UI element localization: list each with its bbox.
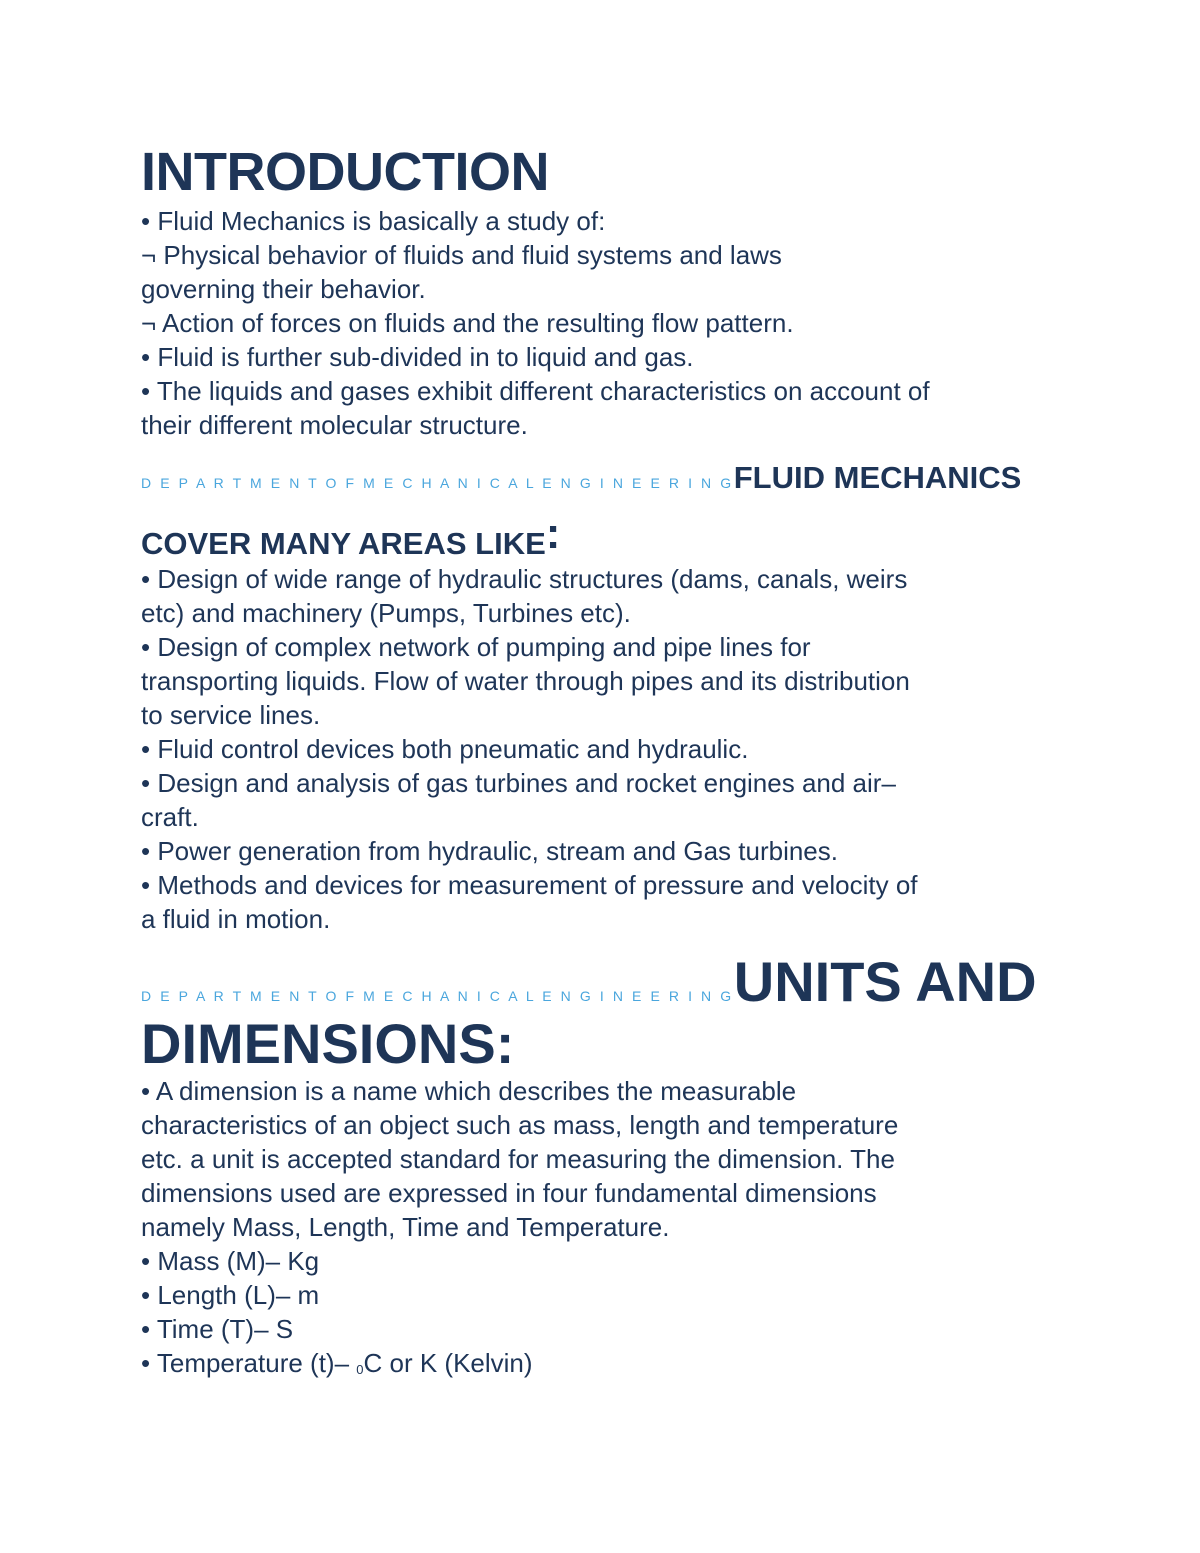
units-heading-row-2: [141, 1014, 1061, 1074]
introduction-body: [141, 204, 1061, 442]
areas-heading-part2: COVER MANY AREAS LIKE: [141, 526, 546, 561]
text-line: ¬ Physical behavior of fluids and fluid systems and laws: [141, 240, 782, 270]
areas-heading-part1: FLUID MECHANICS: [733, 460, 1022, 495]
text-line: • Design of complex network of pumping and pipe lines for: [141, 632, 811, 662]
areas-heading-colon: :: [545, 509, 561, 558]
text-line: • Power generation from hydraulic, stream and Gas turbines.: [141, 836, 838, 866]
temperature-suffix: C or K (Kelvin): [363, 1348, 533, 1378]
text-line: etc. a unit is accepted standard for measuring the dimension. The: [141, 1144, 895, 1174]
text-line: a fluid in motion.: [141, 904, 331, 934]
department-label: D E P A R T M E N T O F M E C H A N I C A L E N G I N E E R I N G: [141, 988, 734, 1004]
units-heading-row: [141, 950, 1061, 1014]
areas-heading-row: [141, 458, 1061, 498]
text-line: craft.: [141, 802, 199, 832]
text-line: • Length (L)– m: [141, 1280, 320, 1310]
text-line: their different molecular structure.: [141, 410, 528, 440]
text-line: • Fluid Mechanics is basically a study of:: [141, 206, 606, 236]
text-line: ¬ Action of forces on fluids and the resulting flow pattern.: [141, 308, 794, 338]
text-line: to service lines.: [141, 700, 321, 730]
degree-subscript: 0: [356, 1362, 364, 1377]
introduction-heading: INTRODUCTION: [141, 142, 549, 202]
document-page: [141, 140, 1061, 1387]
text-line: • Design and analysis of gas turbines and rocket engines and air–: [141, 768, 896, 798]
units-heading-part1: UNITS AND: [733, 950, 1037, 1013]
text-line: dimensions used are expressed in four fundamental dimensions: [141, 1178, 877, 1208]
text-line: transporting liquids. Flow of water through pipes and its distribution: [141, 666, 910, 696]
text-line: • Fluid control devices both pneumatic and hydraulic.: [141, 734, 749, 764]
text-line: • The liquids and gases exhibit different characteristics on account of: [141, 376, 930, 406]
text-line: namely Mass, Length, Time and Temperature.: [141, 1212, 670, 1242]
text-line: • Methods and devices for measurement of pressure and velocity of: [141, 870, 918, 900]
text-line: • Fluid is further sub-divided in to liquid and gas.: [141, 342, 694, 372]
text-line: • A dimension is a name which describes the measurable: [141, 1076, 797, 1106]
text-line: characteristics of an object such as mass, length and temperature: [141, 1110, 899, 1140]
units-body: [141, 1074, 1061, 1387]
text-line: • Time (T)– S: [141, 1314, 294, 1344]
units-heading-part2: DIMENSIONS:: [141, 1012, 515, 1075]
department-label: D E P A R T M E N T O F M E C H A N I C A L E N G I N E E R I N G: [141, 475, 734, 491]
text-line: • Design of wide range of hydraulic structures (dams, canals, weirs: [141, 564, 908, 594]
areas-body: [141, 562, 1061, 936]
text-line: etc) and machinery (Pumps, Turbines etc).: [141, 598, 631, 628]
areas-heading-row-2: [141, 506, 1061, 562]
text-line: governing their behavior.: [141, 274, 426, 304]
text-line: • Mass (M)– Kg: [141, 1246, 320, 1276]
temperature-line: [141, 1346, 1061, 1387]
temperature-prefix: • Temperature (t)–: [141, 1348, 357, 1378]
